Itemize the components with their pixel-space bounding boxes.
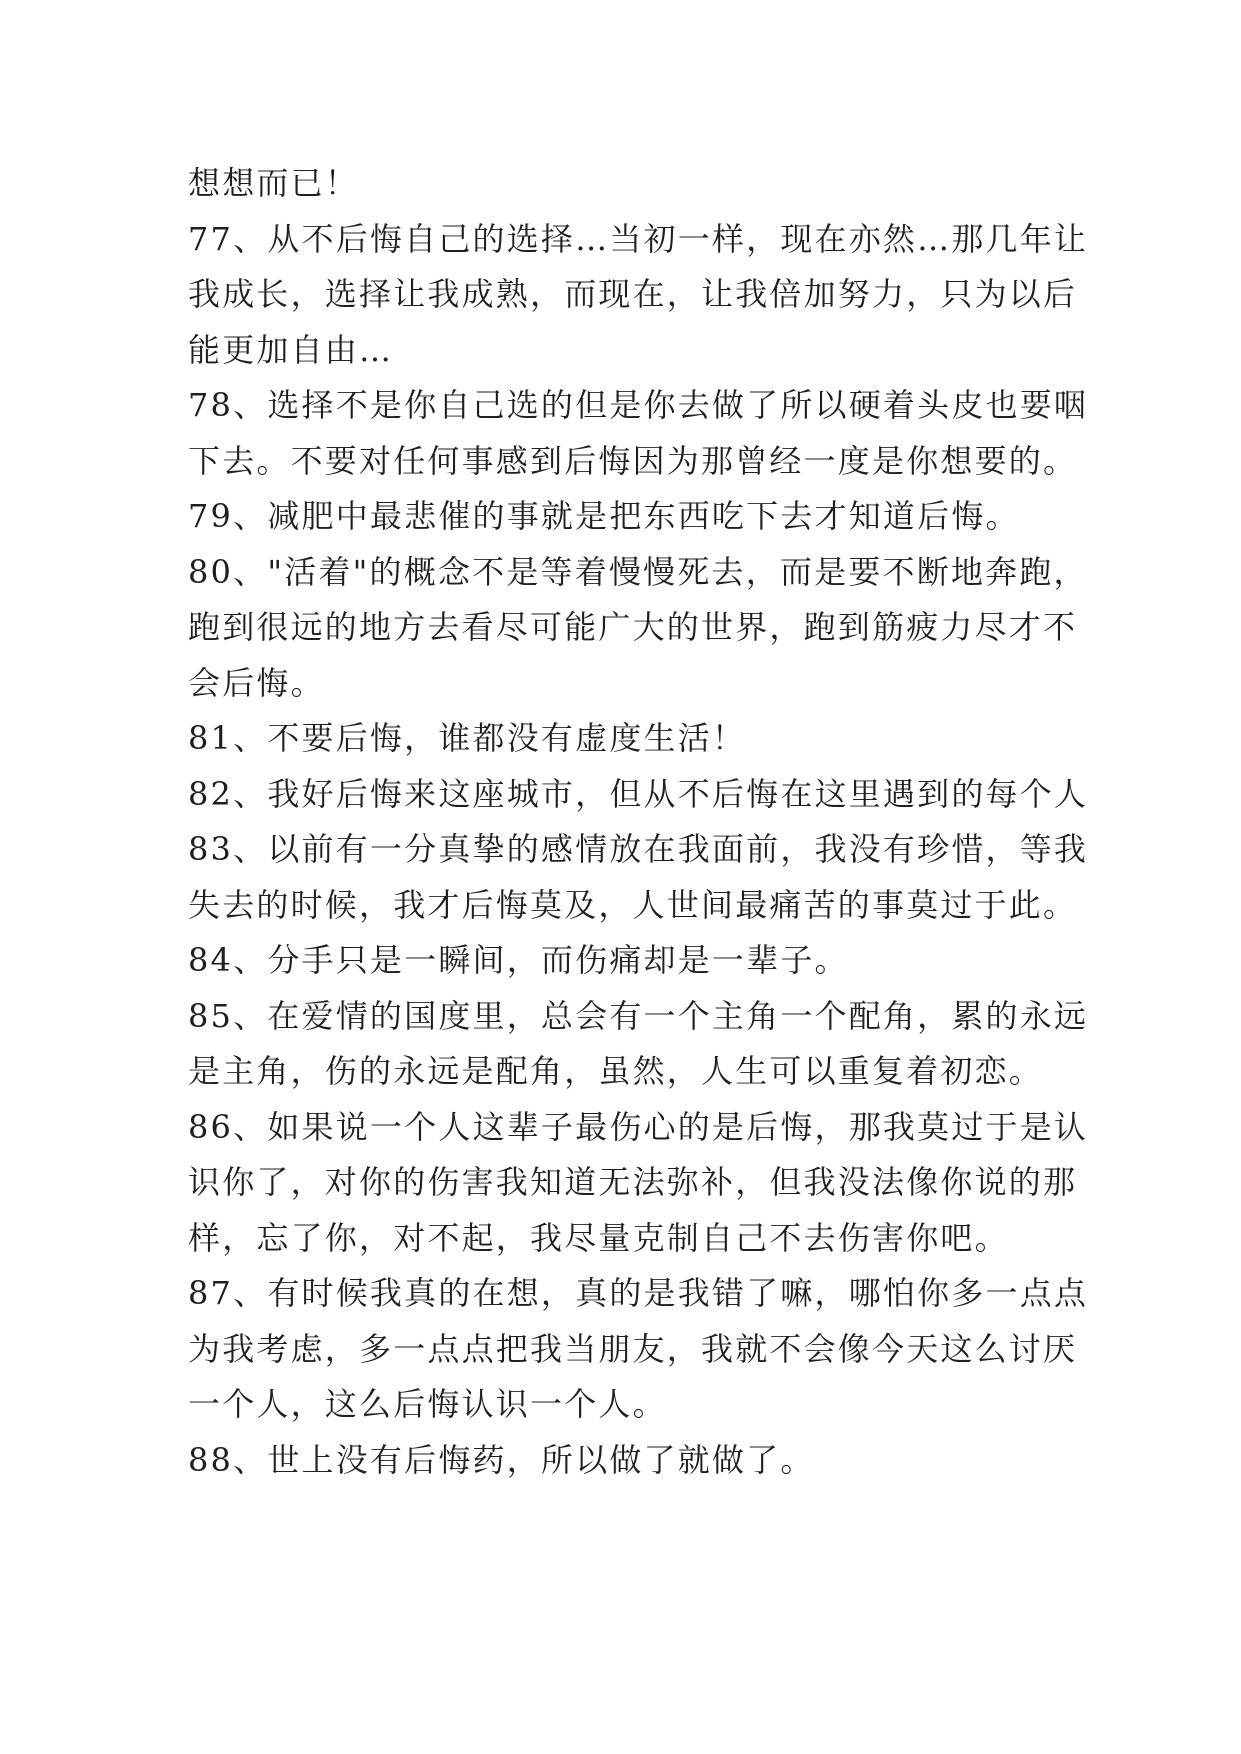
text-line: 82、我好后悔来这座城市，但从不后悔在这里遇到的每个人 [188, 774, 1089, 813]
text-line: 识你了，对你的伤害我知道无法弥补，但我没法像你说的那 [188, 1163, 1078, 1201]
text-line: 我成长，选择让我成熟，而现在，让我倍加努力，只为以后 [188, 275, 1078, 313]
text-line: 86、如果说一个人这辈子最伤心的是后悔，那我莫过于是认 [188, 1107, 1089, 1146]
text-line: 会后悔。 [188, 663, 325, 702]
text-line: 下去。不要对任何事感到后悔因为那曾经一度是你想要的。 [188, 441, 1078, 480]
document-body [188, 156, 1089, 1488]
text-line: 样，忘了你，对不起，我尽量克制自己不去伤害你吧。 [188, 1218, 1009, 1257]
text-line: 84、分手只是一瞬间，而伤痛却是一辈子。 [188, 941, 849, 979]
text-line: 85、在爱情的国度里，总会有一个主角一个配角，累的永远 [188, 996, 1089, 1035]
text-line: 87、有时候我真的在想，真的是我错了嘛，哪怕你多一点点 [188, 1274, 1089, 1312]
text-line: 79、减肥中最悲催的事就是把东西吃下去才知道后悔。 [188, 497, 1020, 535]
text-line: 83、以前有一分真挚的感情放在我面前，我没有珍惜，等我 [188, 830, 1089, 868]
text-line: 失去的时候，我才后悔莫及，人世间最痛苦的事莫过于此。 [188, 885, 1078, 924]
text-line: 为我考虑，多一点点把我当朋友，我就不会像今天这么讨厌 [188, 1329, 1078, 1368]
text-line: 81、不要后悔，谁都没有虚度生活！ [188, 719, 747, 757]
text-line: 77、从不后悔自己的选择…当初一样，现在亦然…那几年让 [188, 219, 1089, 258]
text-line: 88、世上没有后悔药，所以做了就做了。 [188, 1440, 815, 1479]
text-line: 一个人，这么后悔认识一个人。 [188, 1385, 667, 1423]
text-line: 跑到很远的地方去看尽可能广大的世界，跑到筋疲力尽才不 [188, 608, 1078, 646]
text-line: 80、"活着"的概念不是等着慢慢死去，而是要不断地奔跑， [188, 552, 1088, 591]
text-line: 想想而已！ [188, 164, 360, 202]
text-line: 78、选择不是你自己选的但是你去做了所以硬着头皮也要咽 [188, 386, 1089, 424]
text-line: 是主角，伤的永远是配角，虽然，人生可以重复着初恋。 [188, 1052, 1044, 1090]
text-line: 能更加自由… [188, 330, 394, 369]
